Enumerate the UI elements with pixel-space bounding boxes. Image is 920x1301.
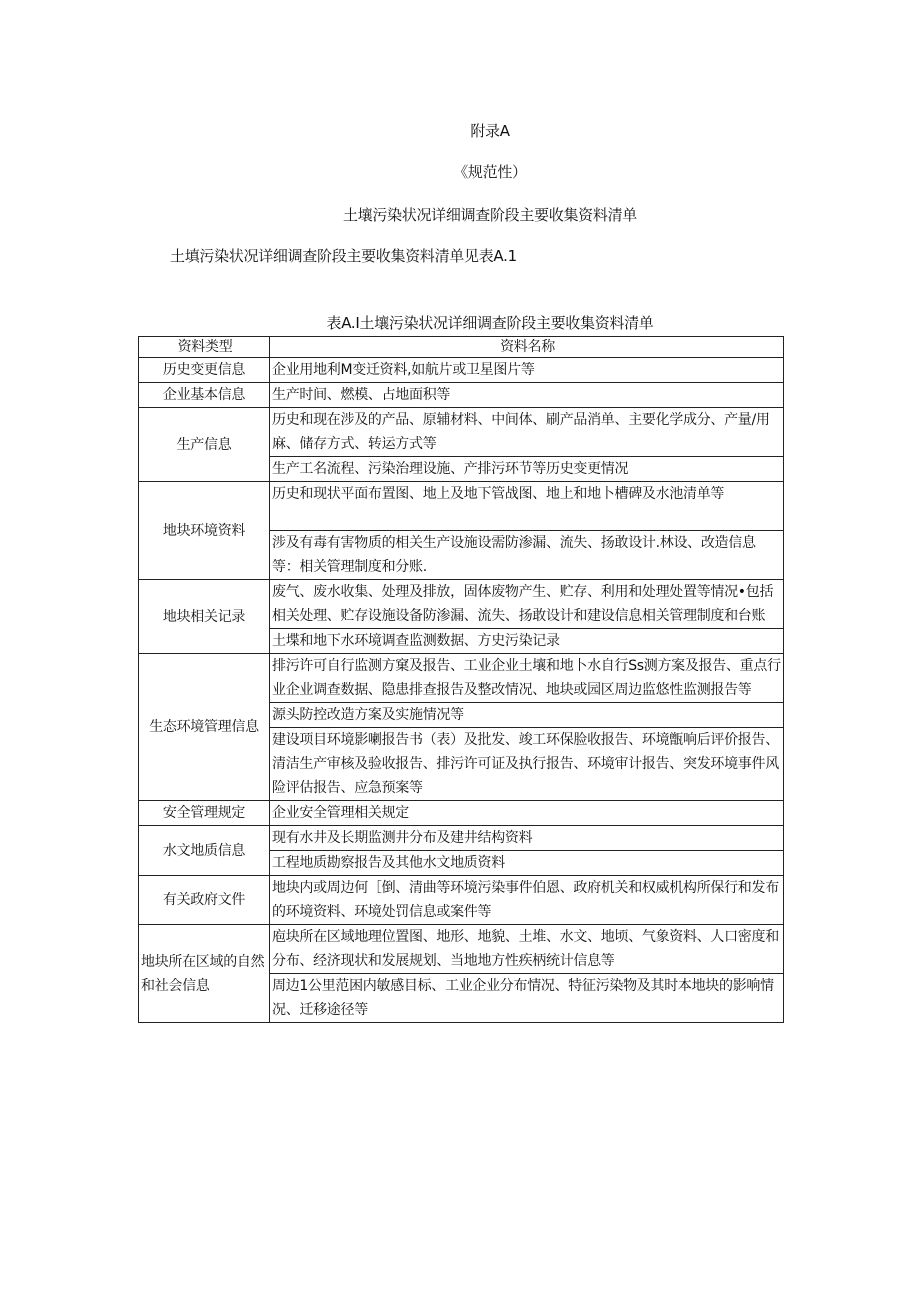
row-item: 企业安全管理相关规定 bbox=[270, 801, 784, 826]
table-row bbox=[139, 654, 784, 703]
table-row bbox=[139, 358, 784, 383]
row-type-enterprise: 企业基本信息 bbox=[139, 383, 270, 408]
table-row bbox=[139, 408, 784, 457]
row-item: 庖块所在区域地理位置图、地形、地貌、土堆、水文、地顷、气象资料、人口密度和分布、经济现状和发展规划、当地地方性疾柄统计信息等 bbox=[270, 925, 784, 974]
table-row bbox=[139, 876, 784, 925]
header-name: 资料名称 bbox=[270, 337, 784, 358]
header-type: 资料类型 bbox=[139, 337, 270, 358]
row-item: 生产时间、燃模、占地面积等 bbox=[270, 383, 784, 408]
table-caption: 表A.I土壤污染状况详细调查阶段主要收集资料清单 bbox=[326, 314, 654, 332]
row-type-safety: 安全管理规定 bbox=[139, 801, 270, 826]
row-type-history: 历史变更信息 bbox=[139, 358, 270, 383]
table-header-row bbox=[139, 337, 784, 358]
row-item: 现有水井及长期监测井分布及建井结构资料 bbox=[270, 826, 784, 851]
row-item: 历史和现在涉及的产品、原辅材料、中间体、刷产品消单、主要化学成分、产量/用麻、储存方式、转运方式等 bbox=[270, 408, 784, 457]
row-item: 排污许可自行监测方窠及报告、工业企业土壤和地卜水自行Ss测方案及报告、重点行业企业调查数据、隐患排查报告及整改情况、地块或园区周边监悠性监测报告等 bbox=[270, 654, 784, 703]
row-item: 历史和现状平面布置图、地上及地下管战图、地上和地卜槽碑及水池清单等 bbox=[270, 482, 784, 531]
row-type-government-docs: 有关政府文件 bbox=[139, 876, 270, 925]
row-item: 建设项目环境影喇报告书（表）及批发、竣工环保脸收报告、环境甑响后评价报告、清洁生产审核及验收报告、排污许可证及执行报告、环境审计报告、突发环境事件风险评估报告、应急预案等 bbox=[270, 728, 784, 801]
table-row bbox=[139, 801, 784, 826]
row-type-regional-info: 地块所在区域的自然和社会信息 bbox=[139, 925, 270, 1023]
appendix-title: 附录A bbox=[470, 122, 510, 140]
row-type-site-records: 地块相关记录 bbox=[139, 580, 270, 654]
row-type-eco-management: 生态环境管理信息 bbox=[139, 654, 270, 801]
row-item: 土堞和地下水环境调查监测数据、方史污染记录 bbox=[270, 629, 784, 654]
row-item: 周边1公里范困内敏感目标、工业企业分布情况、特征污染物及其时本地块的影响情况、迁移途径等 bbox=[270, 974, 784, 1023]
normative-note: 《规范性） bbox=[453, 163, 527, 181]
row-item: 地块内或周边何［倒、清曲等环境污染事件伯恩、政府机关和权威机构所保行和发布的环境资料、环境处罚信息或案件等 bbox=[270, 876, 784, 925]
row-item: 涉及有毒有害物质的相关生产设施设需防渗漏、流失、扬敢设计.林设、改造信息等：相关管理制度和分账. bbox=[270, 531, 784, 580]
row-item: 企业用地利M变迁资料,如航片或卫星图片等 bbox=[270, 358, 784, 383]
table-row bbox=[139, 580, 784, 629]
table-row bbox=[139, 925, 784, 974]
table-row bbox=[139, 482, 784, 531]
table-row bbox=[139, 826, 784, 851]
row-type-production: 生产信息 bbox=[139, 408, 270, 482]
materials-table bbox=[138, 336, 784, 1023]
section-title: 土壤污染状况详细调查阶段主要收集资料清单 bbox=[342, 206, 637, 224]
row-item: 生产工名流程、污染治理设施、产排污环节等历史变更情况 bbox=[270, 457, 784, 482]
row-item: 工程地质勘察报告及其他水文地质资料 bbox=[270, 851, 784, 876]
row-item: 废气、废水收集、处理及排放，固体废物产生、贮存、利用和处理处置等情况•包括相关处理、贮存设施设备防渗漏、流失、扬敢设计和建设信息相关管理制度和台账 bbox=[270, 580, 784, 629]
row-type-site-environment: 地块环境资料 bbox=[139, 482, 270, 580]
table-row bbox=[139, 383, 784, 408]
row-item: 源头防控改造方案及实施情况等 bbox=[270, 703, 784, 728]
row-type-hydrogeology: 水文地质信息 bbox=[139, 826, 270, 876]
intro-sentence: 土填污染状况详细调查阶段主要收集资料清单见表A.1 bbox=[170, 247, 517, 265]
